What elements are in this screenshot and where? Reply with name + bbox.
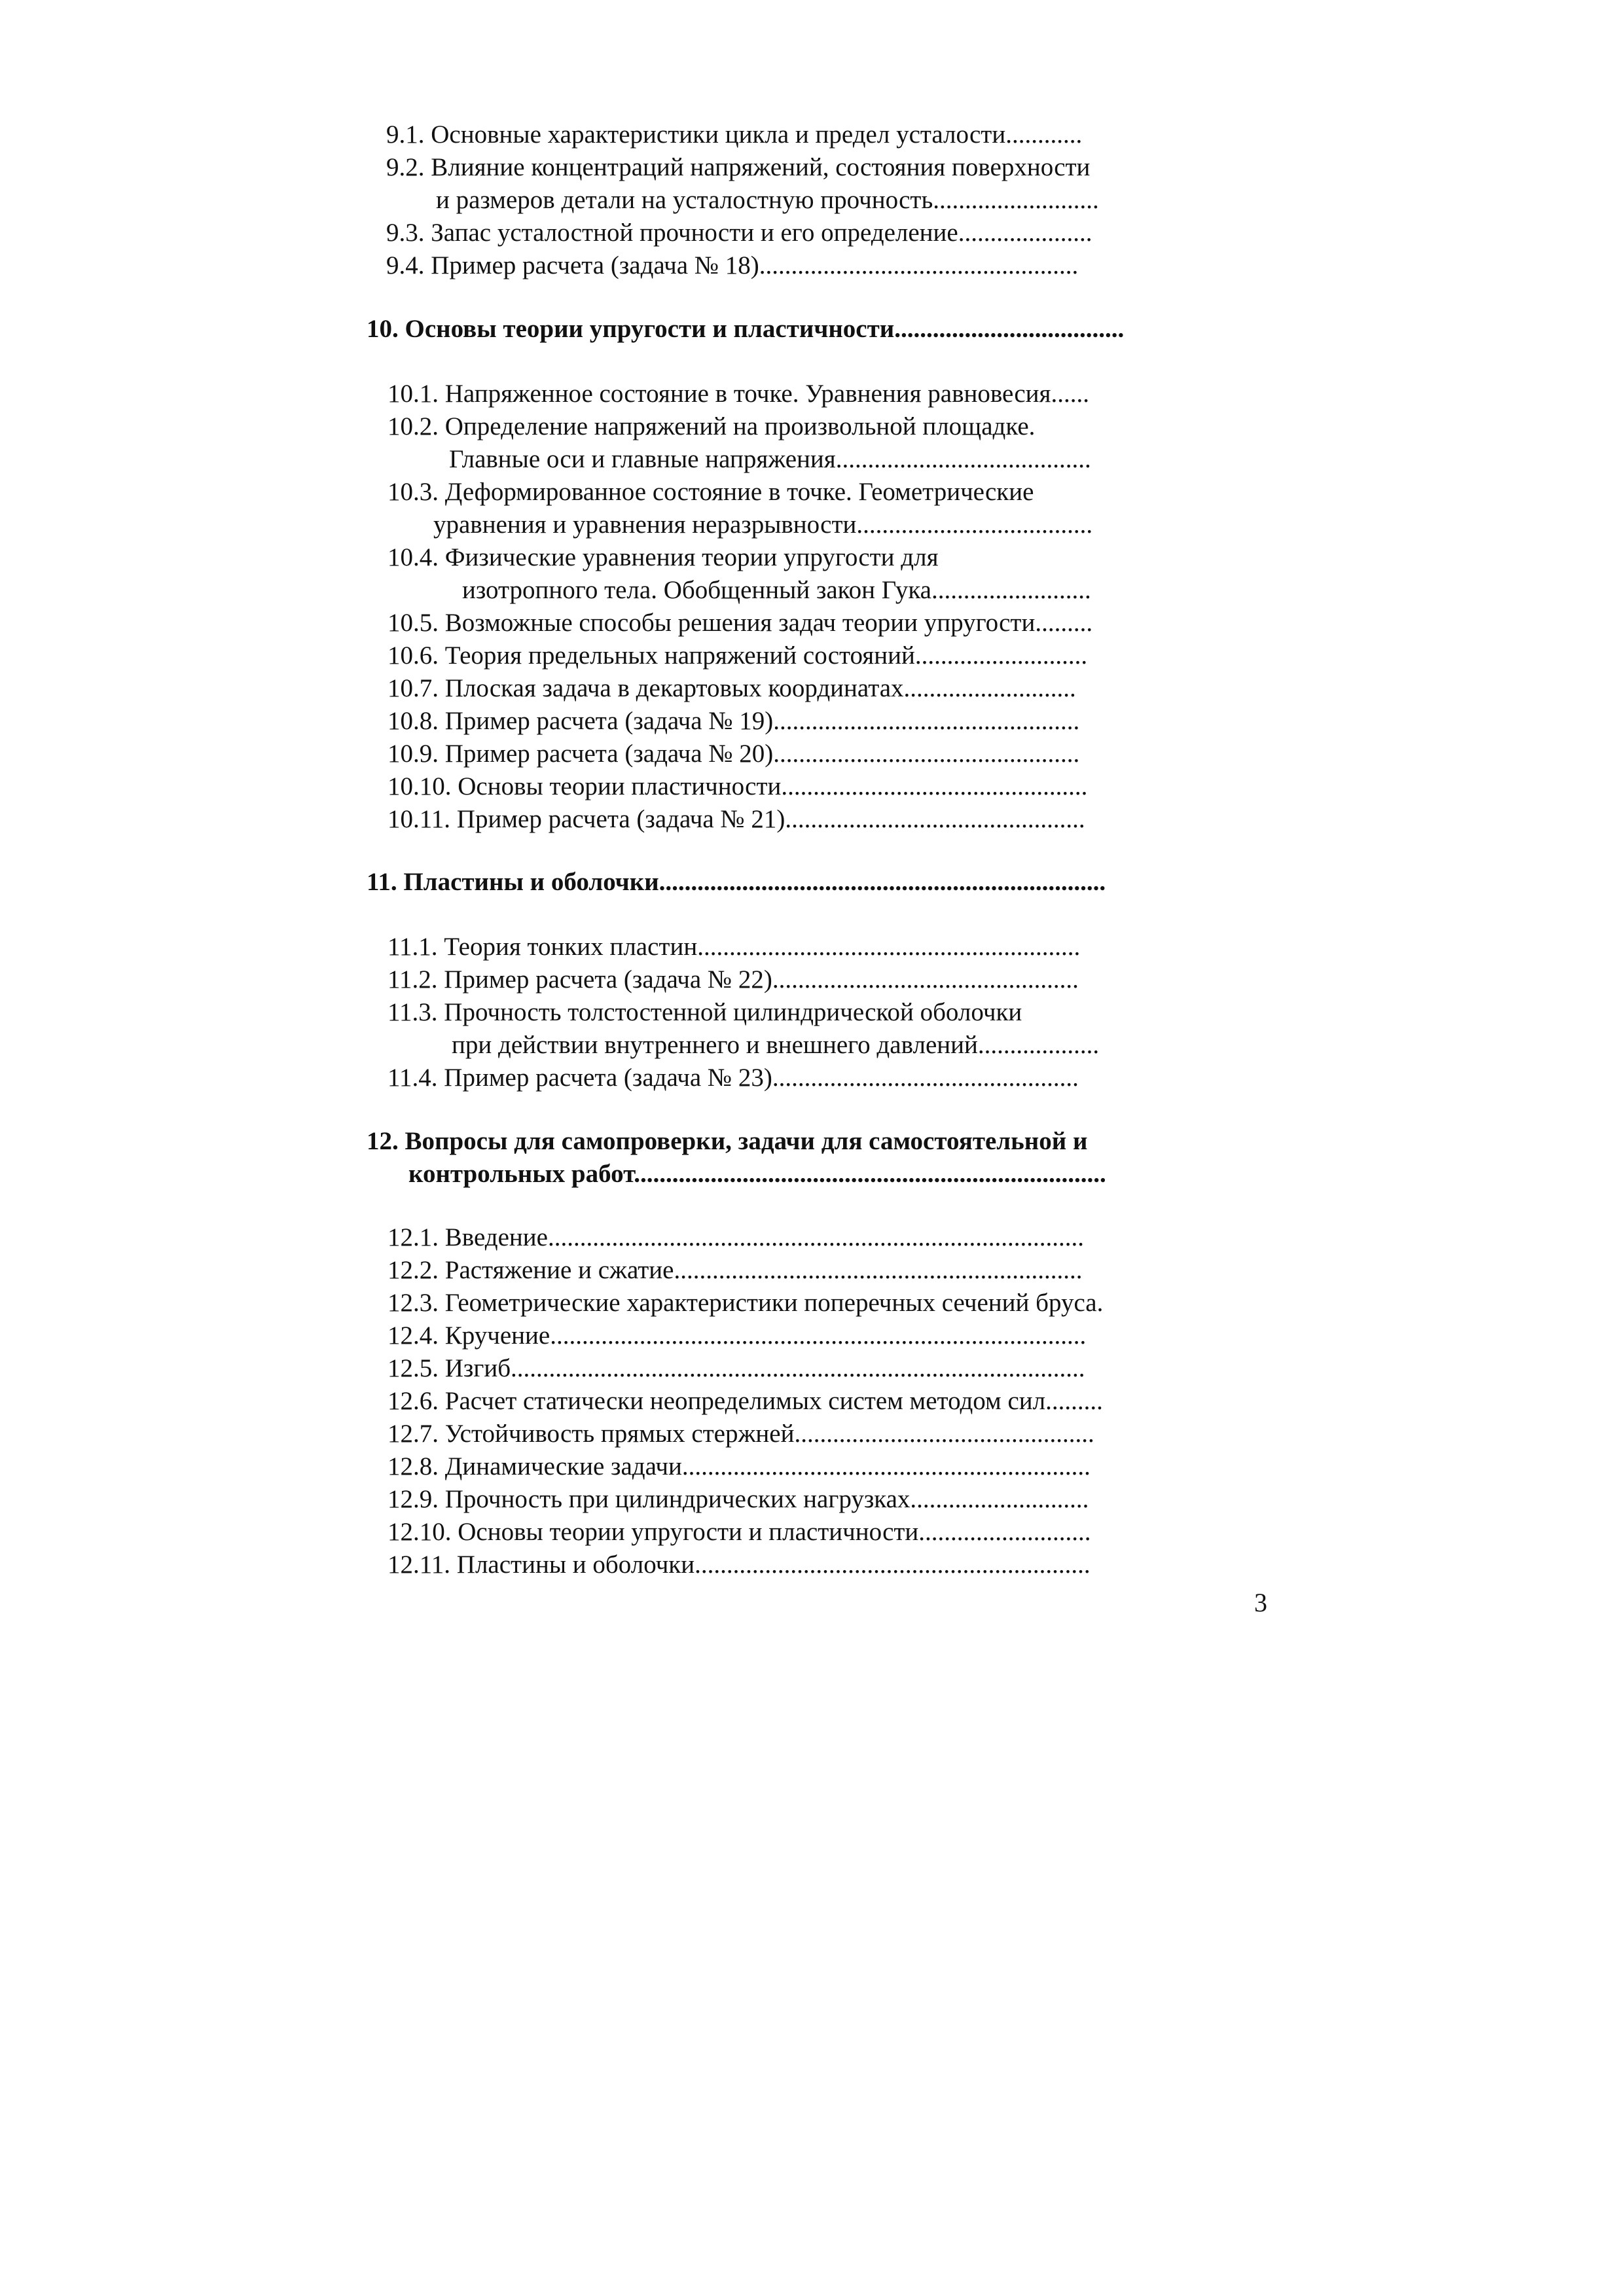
- toc-entry-9-4: 9.4. Пример расчета (задача № 18)..................................................: [386, 251, 1079, 279]
- toc-entry-10-8: 10.8. Пример расчета (задача № 19)................................................: [388, 707, 1080, 735]
- toc-entry-9-3: 9.3. Запас усталостной прочности и его определение.....................: [386, 219, 1092, 247]
- toc-entry-11-2: 11.2. Пример расчета (задача № 22)................................................: [388, 965, 1079, 994]
- toc-entry-10-9: 10.9. Пример расчета (задача № 20)................................................: [388, 740, 1080, 768]
- toc-entry-10-3-cont: уравнения и уравнения неразрывности.....................................: [433, 511, 1093, 539]
- toc-entry-10-3: 10.3. Деформированное состояние в точке. Геометрические: [388, 478, 1034, 506]
- toc-entry-9-1: 9.1. Основные характеристики цикла и предел усталости............: [386, 120, 1083, 149]
- toc-entry-12-5: 12.5. Изгиб..........................................................................................: [388, 1354, 1085, 1382]
- toc-entry-10-7: 10.7. Плоская задача в декартовых координатах...........................: [388, 674, 1076, 702]
- toc-entry-11-3: 11.3. Прочность толстостенной цилиндрической оболочки: [388, 998, 1022, 1026]
- toc-entry-12-8: 12.8. Динамические задачи................................................................: [388, 1452, 1091, 1480]
- toc-entry-10-11: 10.11. Пример расчета (задача № 21)...............................................: [388, 805, 1085, 833]
- toc-entry-12-11: 12.11. Пластины и оболочки..............................................................: [388, 1551, 1091, 1579]
- toc-entry-12-7: 12.7. Устойчивость прямых стержней...............................................: [388, 1420, 1094, 1448]
- toc-heading-12-cont: контрольных работ..........................................................................: [408, 1160, 1106, 1188]
- toc-entry-12-6: 12.6. Расчет статически неопределимых систем методом сил.........: [388, 1387, 1103, 1415]
- toc-entry-12-4: 12.4. Кручение....................................................................................: [388, 1321, 1087, 1350]
- page-number: 3: [1254, 1588, 1267, 1617]
- toc-entry-10-2-cont: Главные оси и главные напряжения........................................: [449, 445, 1091, 473]
- toc-entry-11-3-cont: при действии внутреннего и внешнего давлений...................: [452, 1031, 1100, 1059]
- toc-entry-10-6: 10.6. Теория предельных напряжений состояний...........................: [388, 641, 1088, 670]
- toc-entry-11-1: 11.1. Теория тонких пластин............................................................: [388, 933, 1081, 961]
- toc-entry-12-1: 12.1. Введение....................................................................................: [388, 1223, 1084, 1251]
- toc-entry-10-5: 10.5. Возможные способы решения задач теории упругости.........: [388, 609, 1093, 637]
- toc-entry-12-9: 12.9. Прочность при цилиндрических нагрузках............................: [388, 1485, 1089, 1513]
- toc-entry-9-2: 9.2. Влияние концентраций напряжений, состояния поверхности: [386, 153, 1091, 181]
- toc-entry-10-10: 10.10. Основы теории пластичности................................................: [388, 772, 1088, 800]
- toc-entry-11-4: 11.4. Пример расчета (задача № 23)................................................: [388, 1064, 1079, 1092]
- toc-entry-12-3: 12.3. Геометрические характеристики поперечных сечений бруса.: [388, 1289, 1104, 1317]
- toc-entry-10-4: 10.4. Физические уравнения теории упругости для: [388, 543, 939, 571]
- toc-entry-12-2: 12.2. Растяжение и сжатие................................................................: [388, 1256, 1083, 1284]
- toc-entry-10-4-cont: изотропного тела. Обобщенный закон Гука.........................: [462, 576, 1091, 604]
- toc-entry-10-1: 10.1. Напряженное состояние в точке. Уравнения равновесия......: [388, 380, 1089, 408]
- toc-entry-12-10: 12.10. Основы теории упругости и пластичности...........................: [388, 1518, 1091, 1546]
- toc-entry-9-2-cont: и размеров детали на усталостную прочность..........................: [436, 186, 1099, 214]
- toc-heading-12: 12. Вопросы для самопроверки, задачи для самостоятельной и: [367, 1127, 1088, 1155]
- toc-heading-11: 11. Пластины и оболочки......................................................................: [367, 868, 1106, 896]
- toc-heading-10: 10. Основы теории упругости и пластичности....................................: [367, 315, 1125, 343]
- toc-entry-10-2: 10.2. Определение напряжений на произвольной площадке.: [388, 412, 1036, 440]
